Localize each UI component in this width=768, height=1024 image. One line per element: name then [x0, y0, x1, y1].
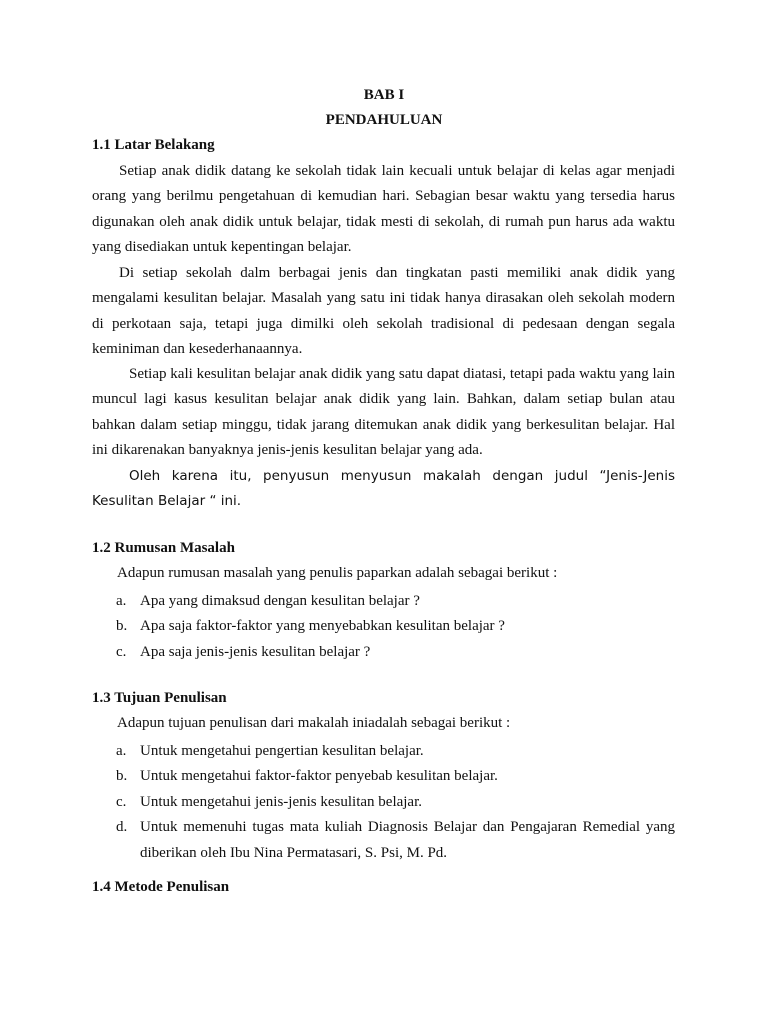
list-item	[92, 815, 675, 866]
list-item	[92, 764, 675, 789]
section-heading-rumusan-masalah: 1.2 Rumusan Masalah	[92, 540, 235, 556]
list-marker: c.	[116, 643, 127, 660]
list-item-text: Untuk mengetahui pengertian kesulitan belajar.	[140, 743, 424, 759]
list-item	[92, 739, 675, 764]
paragraph-3: Setiap kali kesulitan belajar anak didik yang satu dapat diatasi, tetapi pada waktu yang lain muncul lagi kasus kesulitan belajar anak didik yang lain. Bahkan, dalam setiap bulan atau bahkan dalam setiap minggu, tidak jarang ditemukan anak didik yang berkesulitan belajar. Hal ini dikarenakan banyaknya jenis-jenis kesulitan belajar yang ada.	[92, 366, 675, 459]
list-item-text: Untuk memenuhi tugas mata kuliah Diagnosis Belajar dan Pengajaran Remedial yang diberikan oleh Ibu Nina Permatasari, S. Psi, M. Pd.	[140, 819, 675, 861]
chapter-title: PENDAHULUAN	[325, 112, 443, 128]
list-item-text: Untuk mengetahui jenis-jenis kesulitan belajar.	[140, 793, 423, 810]
tujuan-intro: Adapun tujuan penulisan dari makalah iniadalah sebagai berikut :	[117, 715, 511, 731]
list-marker: b.	[116, 618, 128, 635]
paragraph-4: Oleh karena itu, penyusun menyusun makalah dengan judul “Jenis-Jenis Kesulitan Belajar “ ini.	[92, 468, 675, 510]
list-item-text: Apa saja faktor-faktor yang menyebabkan kesulitan belajar ?	[140, 618, 505, 635]
list-item	[92, 640, 675, 665]
paragraph-2: Di setiap sekolah dalm berbagai jenis dan tingkatan pasti memiliki anak didik yang mengalami kesulitan belajar. Masalah yang satu ini tidak hanya dirasakan oleh sekolah modern di perkotaan saja, tetapi juga dimilki oleh sekolah tradisional di pedesaan dengan segala keminiman dan kesederhanaannya.	[92, 265, 675, 358]
chapter-number: BAB I	[363, 87, 405, 103]
list-marker: d.	[116, 819, 128, 836]
rumusan-intro: Adapun rumusan masalah yang penulis paparkan adalah sebagai berikut :	[117, 565, 558, 581]
rumusan-list	[92, 589, 675, 665]
list-marker: b.	[116, 768, 128, 785]
section-heading-tujuan-penulisan: 1.3 Tujuan Penulisan	[92, 690, 227, 706]
list-item-text: Apa yang dimaksud dengan kesulitan belajar ?	[140, 593, 420, 609]
paragraph-1: Setiap anak didik datang ke sekolah tidak lain kecuali untuk belajar di kelas agar menjadi orang yang berilmu pengetahuan di kemudian hari. Sebagian besar waktu yang tersedia harus digunakan oleh anak didik untuk belajar, tidak mesti di sekolah, di rumah pun harus ada waktu yang disediakan untuk kepentingan belajar.	[92, 163, 675, 256]
list-marker: a.	[116, 743, 127, 759]
list-item	[92, 589, 675, 614]
section-heading-latar-belakang: 1.1 Latar Belakang	[92, 137, 215, 153]
list-marker: c.	[116, 793, 127, 810]
section-heading-metode-penulisan: 1.4 Metode Penulisan	[92, 879, 230, 895]
list-marker: a.	[116, 593, 127, 609]
list-item	[92, 614, 675, 639]
list-item-text: Untuk mengetahui faktor-faktor penyebab kesulitan belajar.	[140, 768, 498, 785]
list-item	[92, 790, 675, 815]
list-item-text: Apa saja jenis-jenis kesulitan belajar ?	[140, 643, 371, 660]
tujuan-list	[92, 739, 675, 866]
